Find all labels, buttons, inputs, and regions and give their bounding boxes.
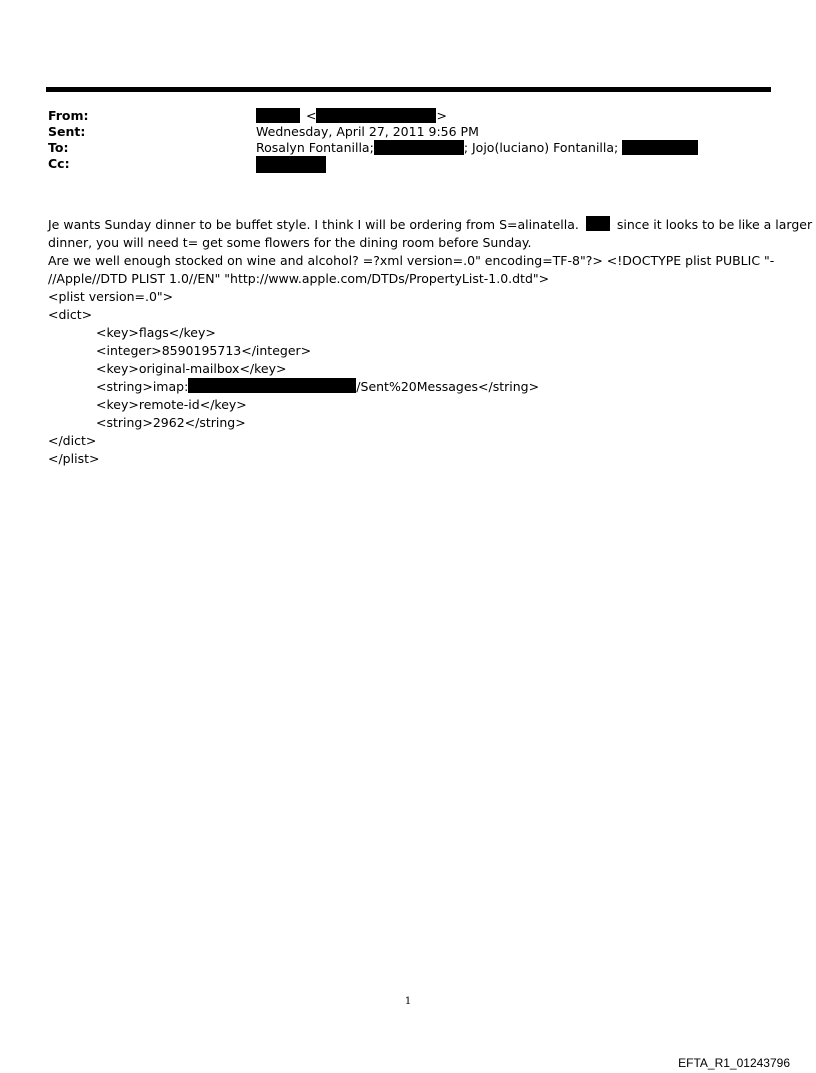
redaction-box xyxy=(316,108,436,123)
redaction-box xyxy=(256,108,300,123)
body-text-segment: /Sent%20Messages</string> xyxy=(356,379,540,394)
cc-row xyxy=(48,156,768,172)
sent-label: Sent: xyxy=(48,124,86,139)
email-body xyxy=(48,216,813,468)
from-lt: < xyxy=(306,108,317,123)
email-header xyxy=(48,108,768,172)
to-recipient-1: Rosalyn Fontanilla; xyxy=(256,140,374,155)
redaction-box xyxy=(586,216,610,231)
body-line: dinner, you will need t= get some flowers for the dining room before Sunday. xyxy=(48,235,532,250)
body-text-segment: <string>imap: xyxy=(96,379,189,394)
body-line: </plist> xyxy=(48,451,100,466)
body-line xyxy=(48,216,813,234)
redaction-box xyxy=(374,140,464,155)
body-text-segment: Je wants Sunday dinner to be buffet style. I think I will be ordering from S=alinatella. xyxy=(48,217,579,232)
body-line: //Apple//DTD PLIST 1.0//EN" "http://www.apple.com/DTDs/PropertyList-1.0.dtd"> xyxy=(48,271,550,286)
to-recipient-2: ; Jojo(luciano) Fontanilla; xyxy=(463,140,619,155)
to-value xyxy=(256,140,698,156)
from-gt: > xyxy=(436,108,447,123)
body-line: <dict> xyxy=(48,307,93,322)
document-id: EFTA_R1_01243796 xyxy=(678,1056,790,1070)
body-line: <key>flags</key> xyxy=(96,325,216,340)
to-label: To: xyxy=(48,140,69,155)
from-row xyxy=(48,108,768,124)
body-line: <plist version=.0"> xyxy=(48,289,174,304)
cc-label: Cc: xyxy=(48,156,70,171)
body-line: <key>original-mailbox</key> xyxy=(96,361,287,376)
redaction-box xyxy=(622,140,698,155)
cc-value xyxy=(256,156,326,173)
page-number: 1 xyxy=(404,996,412,1007)
body-line: Are we well enough stocked on wine and alcohol? =?xml version=.0" encoding=TF-8"?> <!DOCTYPE plist PUBLIC "- xyxy=(48,253,775,268)
from-value xyxy=(256,108,447,124)
body-line: </dict> xyxy=(48,433,97,448)
from-label: From: xyxy=(48,108,89,123)
body-line xyxy=(48,378,778,396)
to-row xyxy=(48,140,768,156)
header-rule xyxy=(46,87,771,92)
body-line: <string>2962</string> xyxy=(96,415,246,430)
redaction-box xyxy=(188,378,356,393)
body-text-segment: since it looks to be like a larger xyxy=(616,217,813,232)
sent-row xyxy=(48,124,768,140)
body-line: <integer>8590195713</integer> xyxy=(96,343,312,358)
body-line: <key>remote-id</key> xyxy=(96,397,247,412)
sent-value: Wednesday, April 27, 2011 9:56 PM xyxy=(256,124,479,139)
redaction-box xyxy=(256,156,326,173)
